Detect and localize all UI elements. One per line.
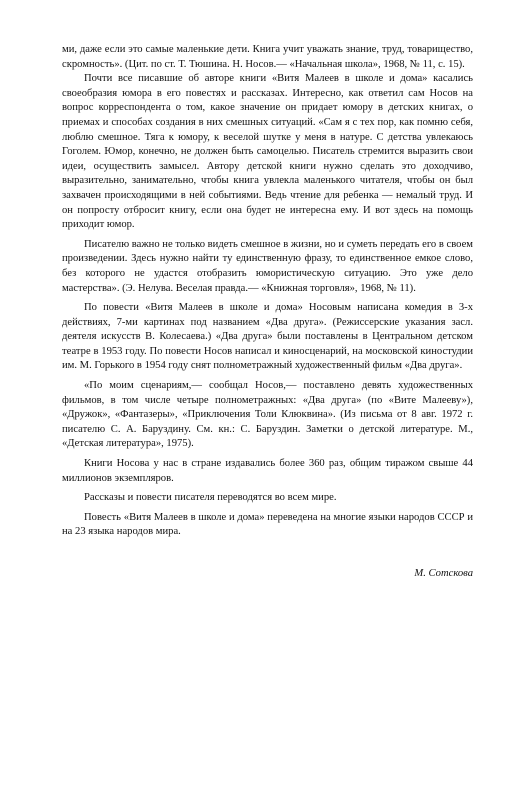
paragraph-2: Почти все писавшие об авторе книги «Витя Малеев в школе и дома» касались своеобразия юмора в его повестях и рассказах. Интересно, как ответил сам Носов на вопрос корреспондента о том, какое значение он придает юмору в детских книгах, о приемах и способах создания в них смешных ситуаций. «Сам я с тех пор, как помню себя, люблю смешное. Тяга к юмору, к веселой шутке у меня в натуре. С детства увлекаюсь Гоголем. Юмор, конечно, не должен быть самоцелью. Писатель стремится выразить свои идеи, осуществить замысел. Автору детской книги нужно сделать это доходчиво, выразительно, занимательно, чтобы книга увлекла маленького читателя, чтобы он был захвачен происходящими в ней событиями. Ведь чтение для ребенка — немалый труд. И он попросту отбросит книгу, если она будет не интересна ему. И вот здесь на помощь приходит юмор. bbox=[62, 73, 473, 231]
paragraph-6: Книги Носова у нас в стране издавались более 360 раз, общим тиражом свыше 44 миллионов экземпляров. bbox=[62, 458, 473, 484]
paragraph-4: По повести «Витя Малеев в школе и дома» Носовым написана комедия в 3-х действиях, 7-ми картинах под названием «Два друга». (Режиссерские указания засл. деятеля искусств В. Колесаева.) «Два друга» были поставлены в Центральном детском театре в 1953 году. По повести Носов написал и киносценарий, на московской киностудии им. М. Горького в 1954 году снят полнометражный художественный фильм «Два друга». bbox=[62, 302, 473, 372]
paragraph-5: «По моим сценариям,— сообщал Носов,— поставлено девять художественных фильмов, в том числе четыре полнометражных: «Два друга» (по «Вите Малееву»), «Дружок», «Фантазеры», «Приключения Толи Клюквина». (Из письма от 8 авг. 1972 г. писателю С. А. Баруздину. См. кн.: С. Баруздин. Заметки о детской литературе. М., «Детская литература», 1975). bbox=[62, 380, 473, 450]
author-signature: М. Сотскова bbox=[414, 568, 473, 579]
document-body bbox=[62, 43, 473, 540]
paragraph-1: ми, даже если это самые маленькие дети. Книга учит уважать знание, труд, товарищество, скромность». (Цит. по ст. Т. Тюшина. Н. Носов.— «Начальная школа», 1968, № 11, с. 15). bbox=[62, 44, 473, 70]
paragraph-7: Рассказы и повести писателя переводятся во всем мире. bbox=[84, 492, 337, 504]
paragraph-3: Писателю важно не только видеть смешное в жизни, но и суметь передать его в своем произведении. Здесь нужно найти ту единственную фразу, то единственное емкое слово, без которого не удастся отобразить юмористическую ситуацию. Это уже дело мастерства». (Э. Нелува. Веселая правда.— «Книжная торговля», 1968, № 11). bbox=[62, 238, 473, 294]
paragraph-8: Повесть «Витя Малеев в школе и дома» переведена на многие языки народов СССР и на 23 языка народов мира. bbox=[62, 511, 473, 538]
